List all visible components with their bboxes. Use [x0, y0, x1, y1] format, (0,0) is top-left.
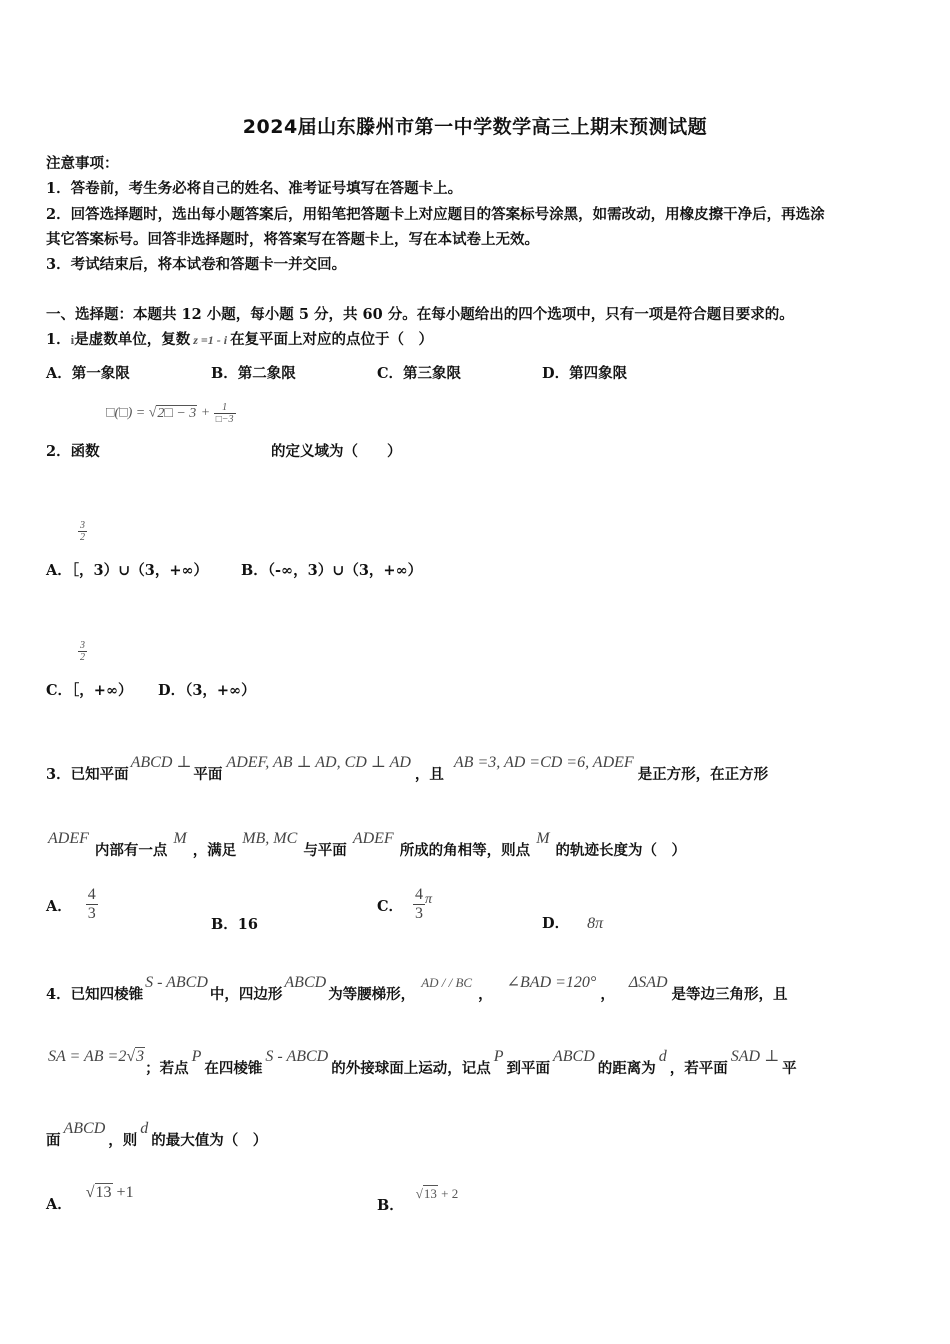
q4-text-11: 的距离为 — [597, 1060, 656, 1077]
q2-stem-start: 2．函数 — [46, 443, 100, 460]
q4-text-12: ，若平面 — [669, 1060, 728, 1077]
q2-formula-fraction: $\frac{1}{□-3}$ — [215, 402, 234, 425]
q4-option-a-sqrt-icon: √ — [85, 1184, 95, 1201]
q4-math-5: ΔSAD — [628, 974, 668, 991]
q4-math-15: d — [140, 1120, 149, 1137]
q3-text-3: ，且 — [414, 766, 444, 783]
q2-sqrt-icon: √ — [148, 405, 157, 421]
q4-text-9: 的外接球面上运动，记点 — [331, 1060, 491, 1077]
q4-text-1: 4．已知四棱锥 — [46, 986, 144, 1003]
q4-option-a-rest: +1 — [112, 1184, 134, 1201]
q4-option-b-root: 13 — [423, 1186, 437, 1201]
q4-text-3: 为等腰梯形， — [328, 986, 416, 1003]
q3-math-8: M — [536, 830, 550, 847]
q4-text-15: ，则 — [108, 1132, 138, 1149]
q3-math-6: MB, MC — [242, 830, 298, 847]
q4-option-a[interactable] — [46, 1182, 134, 1214]
q4-math-3: AD / / BC — [421, 975, 473, 990]
q3-option-b[interactable]: B．16 — [211, 916, 258, 933]
q4-math-10: ABCD — [553, 1048, 595, 1065]
q2-option-a-fraction: $\frac{3}{2}$ — [80, 520, 85, 543]
q3-option-d-label: D． — [542, 915, 570, 932]
q3-text-9: 的轨迹长度为（ ） — [555, 842, 687, 859]
q3-text-8: 所成的角相等，则点 — [399, 842, 531, 859]
q4-math-2: ABCD — [284, 974, 327, 991]
q3-option-a[interactable] — [46, 886, 98, 923]
q3-text-5: 内部有一点 — [94, 842, 168, 859]
q3-math-2: ADEF, AB ⊥ AD, CD ⊥ AD — [226, 754, 411, 771]
notice-line-2a: 2．回答选择题时，选出每小题答案后，用铅笔把答题卡上对应题目的答案标号涂黑，如需改动，用橡皮擦干净后，再选涂 — [46, 206, 825, 223]
notice-heading: 注意事项： — [46, 155, 119, 172]
q3-option-c[interactable] — [377, 886, 432, 923]
q4-option-b-label: B． — [377, 1197, 404, 1214]
q4-math-6: SA = AB =2 — [48, 1048, 127, 1065]
q4-text-6: 是等边三角形，且 — [671, 986, 788, 1003]
q2-stem-end: 的定义域为（ ） — [271, 443, 402, 460]
q1-math-z: z =1 - i — [193, 333, 228, 347]
q2-formula-lhs: □(□) = — [106, 405, 149, 421]
q3-text-6: ，满足 — [192, 842, 237, 859]
q4-math-12: SAD ⊥ — [730, 1048, 780, 1065]
q2-option-c[interactable]: C．［，+∞） — [46, 682, 133, 699]
q4-text-5: ， — [600, 986, 615, 1003]
q2-formula-root: 2□ − 3 — [157, 405, 197, 421]
q4-math-4: ∠BAD =120° — [506, 974, 597, 991]
question-4-line-1 — [46, 972, 788, 1004]
q1-math-i: i — [70, 332, 75, 347]
q2-option-a[interactable]: A．［，3）∪（3，+∞） — [46, 562, 209, 579]
q4-text-4: ， — [478, 986, 493, 1003]
q4-text-2: 中，四边形 — [209, 986, 283, 1003]
q3-option-d[interactable] — [542, 912, 603, 933]
q3-math-4: ADEF — [48, 830, 89, 847]
q3-math-3: AB =3, AD =CD =6, ADEF — [453, 754, 634, 771]
q1-option-d[interactable]: D．第四象限 — [542, 365, 628, 382]
q2-formula — [106, 402, 236, 425]
question-1 — [46, 328, 433, 349]
q3-math-5: M — [173, 830, 187, 847]
q4-math-11: d — [658, 1048, 667, 1065]
q3-option-d-math: 8π — [587, 915, 604, 932]
q3-math-7: ADEF — [352, 830, 394, 847]
q2-option-c-fraction: $\frac{3}{2}$ — [80, 640, 85, 663]
q3-math-1: ABCD ⊥ — [130, 754, 192, 771]
q3-option-c-label: C． — [377, 898, 404, 915]
section-heading: 一、选择题：本题共 12 小题，每小题 5 分，共 60 分。在每小题给出的四个选项中，只有一项是符合题目要求的。 — [46, 306, 794, 323]
notice-line-3: 3．考试结束后，将本试卷和答题卡一并交回。 — [46, 256, 347, 273]
question-3-line-2 — [48, 828, 686, 860]
q3-option-a-label: A． — [46, 898, 72, 915]
q2-option-b[interactable]: B．（-∞，3）∪（3，+∞） — [241, 562, 423, 579]
q4-text-13: 平 — [782, 1060, 797, 1077]
q3-text-1: 3．已知平面 — [46, 766, 129, 783]
q4-math-9: P — [493, 1048, 504, 1065]
q4-option-a-label: A． — [46, 1196, 72, 1213]
q3-option-a-fraction: $\frac{4}{3}$ — [87, 886, 96, 922]
question-3-line-1 — [46, 752, 768, 784]
q4-text-7: ；若点 — [145, 1060, 189, 1077]
q4-text-8: 在四棱锥 — [204, 1060, 263, 1077]
q1-option-c[interactable]: C．第三象限 — [377, 365, 462, 382]
question-4-line-3 — [46, 1118, 267, 1150]
q4-option-a-root: 13 — [95, 1184, 112, 1201]
q2-option-d[interactable]: D．（3，+∞） — [158, 682, 256, 699]
q1-stem-end: 在复平面上对应的点位于（ ） — [230, 331, 434, 348]
q4-option-b-sqrt-icon: √ — [415, 1186, 423, 1201]
q4-text-10: 到平面 — [506, 1060, 550, 1077]
q4-math-14: ABCD — [63, 1120, 106, 1137]
q4-math-8: S - ABCD — [265, 1048, 329, 1065]
q4-text-14: 面 — [46, 1132, 61, 1149]
q3-text-4: 是正方形，在正方形 — [637, 766, 769, 783]
page-title: 2024届山东滕州市第一中学数学高三上期末预测试题 — [242, 116, 708, 138]
q4-math-1: S - ABCD — [145, 974, 208, 991]
q4-math-7: P — [191, 1048, 202, 1065]
q4-option-b[interactable] — [377, 1183, 458, 1215]
q2-formula-plus: + — [197, 405, 214, 421]
q1-number: 1． — [46, 331, 71, 348]
q4-sqrt-icon: √ — [126, 1048, 136, 1065]
q1-option-b[interactable]: B．第二象限 — [211, 365, 296, 382]
q3-option-c-fraction: $\frac{4}{3}$ — [415, 886, 424, 922]
q4-option-b-rest: + 2 — [437, 1186, 459, 1201]
notice-line-2b: 其它答案标号。回答非选择题时，将答案写在答题卡上，写在本试卷上无效。 — [46, 231, 539, 248]
q3-option-c-pi: π — [425, 892, 433, 907]
q3-text-2: 平面 — [193, 766, 223, 783]
q3-text-7: 与平面 — [303, 842, 347, 859]
notice-line-1: 1．答卷前，考生务必将自己的姓名、准考证号填写在答题卡上。 — [46, 180, 463, 197]
q4-text-16: 的最大值为（ ） — [151, 1132, 268, 1149]
q1-option-a[interactable]: A．第一象限 — [46, 365, 130, 382]
q1-stem: 是虚数单位，复数 — [74, 331, 191, 348]
q4-math-6-root: 3 — [136, 1048, 145, 1065]
question-4-line-2 — [48, 1046, 797, 1078]
